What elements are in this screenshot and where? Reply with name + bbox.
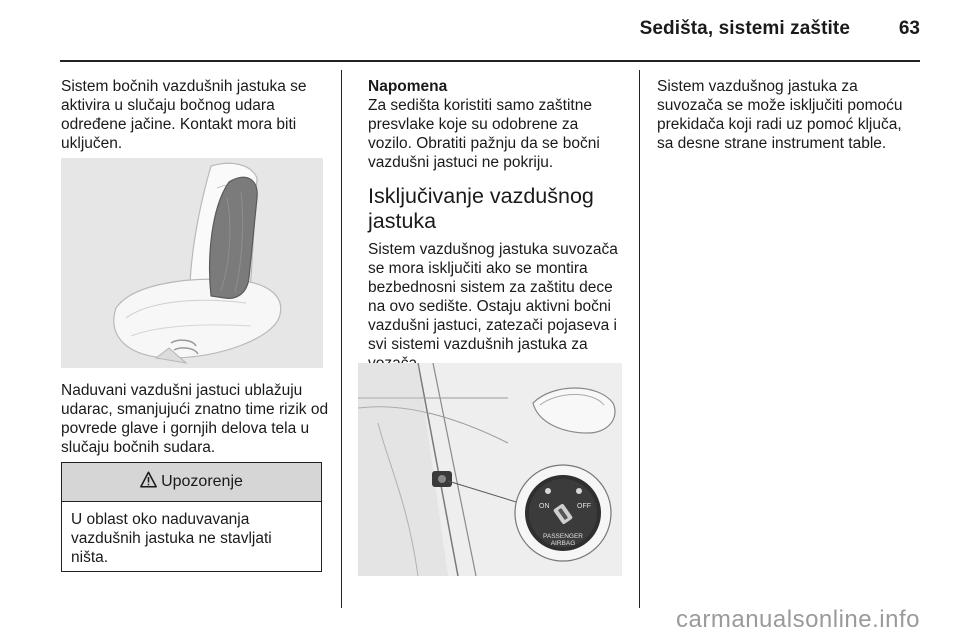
airbag-switch-illustration xyxy=(358,363,622,576)
seat-side-airbag-illustration xyxy=(61,158,323,368)
warning-triangle-icon xyxy=(140,471,157,493)
warning-box xyxy=(61,462,322,572)
column-2 xyxy=(368,77,624,373)
column-1 xyxy=(61,77,329,153)
airbag-deactivation-text: Sistem vazdušnog jastuka za suvozača se može isključiti pomoću prekidača koji radi uz pomoć ključa, sa desne strane instrument table. xyxy=(657,78,903,152)
intro-paragraph: Sistem bočnih vazdušnih jastuka se aktivira u slučaju bočnog udara određene jačine. Kontakt mora biti uključen. xyxy=(61,78,307,152)
note-heading: Napomena xyxy=(368,78,448,95)
inflated-airbags-paragraph: Naduvani vazdušni jastuci ublažuju udarac, smanjujući znatno time rizik od povrede glave i gornjih delova tela u slučaju bočnih sudara. xyxy=(61,382,329,456)
column-3 xyxy=(657,77,919,153)
warning-heading: Upozorenje xyxy=(161,473,243,490)
header-rule xyxy=(60,60,920,62)
switch-off-label: OFF xyxy=(577,503,591,510)
warning-text: U oblast oko naduvavanja vazdušnih jastuka ne stavljati ništa. xyxy=(71,511,272,566)
note-text: Za sedišta koristiti samo zaštitne presvlake koje su odobrene za vozilo. Obratiti pažnju da se bočni vazdušni jastuci ne pokriju. xyxy=(368,97,600,171)
switch-ring-label-1: PASSENGER xyxy=(543,533,583,540)
switch-ring-label-2: AIRBAG xyxy=(550,540,576,547)
section-heading: Isključivanje vazdušnog jastuka xyxy=(368,184,594,233)
column-divider xyxy=(341,70,342,608)
column-divider xyxy=(639,70,640,608)
page-number: 63 xyxy=(898,18,920,39)
section-text: Sistem vazdušnog jastuka suvozača se mora isključiti ako se montira bezbednosni sistem za zaštitu dece na ovo sedište. Ostaju aktivni bočni vazdušni jastuci, zatezači pojaseva i svi sistemi vazdušnih jastuka za xyxy=(368,241,618,353)
watermark: carmanualsonline.info xyxy=(676,606,920,633)
page-title: Sedišta, sistemi zaštite xyxy=(639,18,850,39)
warning-header xyxy=(62,463,321,502)
switch-on-label: ON xyxy=(539,503,550,510)
